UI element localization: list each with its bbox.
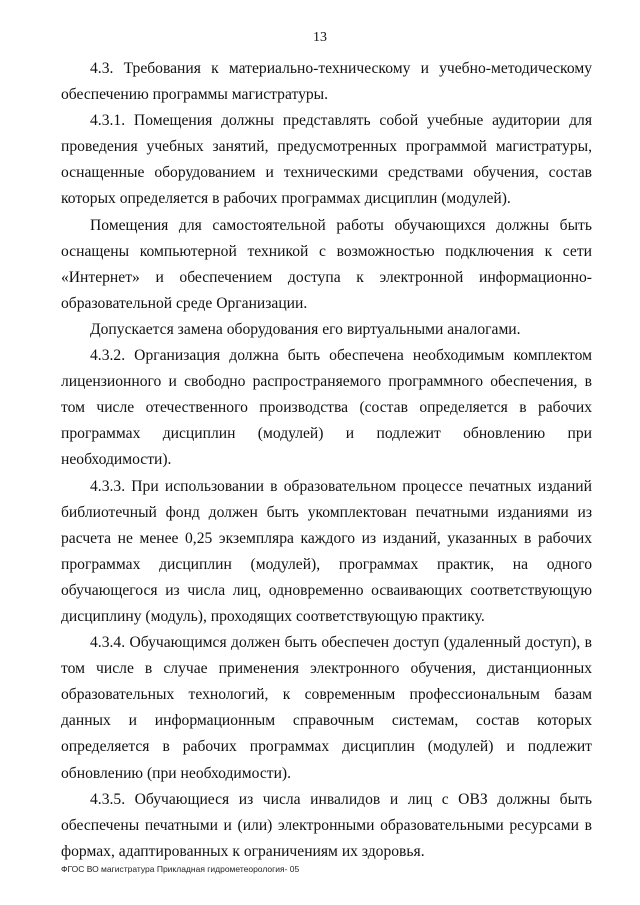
document-body (61, 56, 592, 865)
paragraph-4-3-1: 4.3.1. Помещения должны представлять собой учебные аудитории для проведения учебных занятий, предусмотренных программой магистратуры, оснащенные оборудованием и техническими средствами обучения, состав которых определяется в рабочих программах дисциплин (модулей). (61, 112, 592, 208)
page-footer: ФГОС ВО магистратура Прикладная гидрометеорология- 05 (61, 864, 300, 874)
paragraph-virtual-analogs: Допускается замена оборудования его виртуальными аналогами. (90, 320, 521, 338)
paragraph-4-3-heading: 4.3. Требования к материально-техническому и учебно-методическому обеспечению программы магистратуры. (61, 60, 592, 104)
paragraph-self-study-rooms: Помещения для самостоятельной работы обучающихся должны быть оснащены компьютерной техникой с возможностью подключения к сети «Интернет» и обеспечением доступа к электронной информационно-образовательной среде Организации. (61, 216, 592, 312)
page-number: 13 (313, 30, 327, 45)
paragraph-4-3-5: 4.3.5. Обучающиеся из числа инвалидов и лиц с ОВЗ должны быть обеспечены печатными и (или) электронными образовательными ресурсами в формах, адаптированных к ограничениям их здоровья. (61, 790, 592, 860)
paragraph-4-3-2: 4.3.2. Организация должна быть обеспечена необходимым комплектом лицензионного и свободно распространяемого программного обеспечения, в том числе отечественного производства (состав определяется в рабочих программах дисциплин (модулей) и подлежит обновлению при необходимости). (61, 347, 592, 469)
paragraph-4-3-4: 4.3.4. Обучающимся должен быть обеспечен доступ (удаленный доступ), в том числе в случае применения электронного обучения, дистанционных образовательных технологий, к современным профессиональным базам данных и информационным справочным системам, состав которых определяется в рабочих программах дисциплин (модулей) и подлежит обновлению (при необходимости). (61, 634, 592, 782)
paragraph-4-3-3: 4.3.3. При использовании в образовательном процессе печатных изданий библиотечный фонд должен быть укомплектован печатными изданиями из расчета не менее 0,25 экземпляра каждого из изданий, указанных в рабочих программах дисциплин (модулей), программах практик, на одного обучающегося из числа лиц, одновременно осваивающих соответствующую дисциплину (модуль), проходящих соответствующую практику. (61, 477, 592, 625)
